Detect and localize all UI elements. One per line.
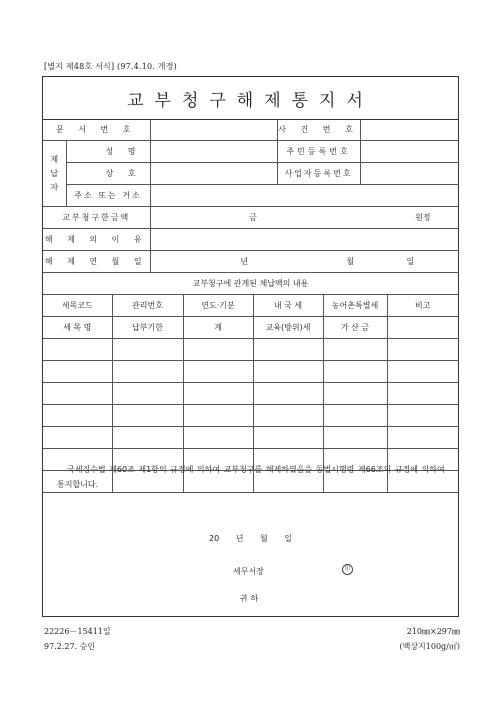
form-header: [별지 제48호 서식] (97.4.10. 개정)	[44, 62, 177, 71]
amount-prefix: 금	[249, 213, 257, 222]
col-blank	[387, 317, 458, 339]
col-due-date: 납부기한	[112, 317, 183, 339]
notice-date: 20 년 월 일	[209, 534, 292, 543]
seal-icon: 印	[342, 564, 353, 575]
doc-no-label: 문 서 번 호	[43, 119, 150, 141]
col-total: 계	[183, 317, 253, 339]
address-field[interactable]	[150, 185, 458, 207]
release-date-field[interactable]	[150, 251, 458, 273]
name-field[interactable]	[150, 141, 277, 163]
claim-amount-field[interactable]	[150, 207, 458, 229]
name-label: 성 명	[66, 141, 150, 163]
table-row	[43, 339, 458, 361]
biz-no-field[interactable]	[360, 163, 458, 185]
release-date-label: 해 제 연 월 일	[43, 251, 150, 273]
reason-label: 해 제 의 이 유	[43, 229, 150, 251]
col-penalty: 가 산 금	[323, 317, 387, 339]
col-remarks: 비고	[387, 295, 458, 317]
col-year-period: 연도·기분	[183, 295, 253, 317]
col-education-tax: 교육(방위)세	[253, 317, 323, 339]
notice-form	[42, 76, 459, 617]
year-label: 년	[240, 257, 249, 266]
resident-no-label: 주민등록번호	[277, 141, 360, 163]
col-rural-tax: 농어촌특별세	[323, 295, 387, 317]
form-title: 교부청구해제통지서	[43, 77, 458, 120]
tax-office-label: 세무서장	[233, 567, 264, 576]
payer-label: 제 납 자	[43, 141, 66, 207]
trade-name-label: 상 호	[66, 163, 150, 185]
col-tax-code: 세목코드	[43, 295, 112, 317]
table-row	[43, 405, 458, 427]
amount-suffix: 원정	[415, 213, 431, 222]
case-no-label: 사 건 번 호	[277, 119, 360, 141]
case-no-field[interactable]	[360, 119, 458, 141]
footer-approved: 97.2.27. 승인	[44, 642, 96, 651]
col-tax-name: 세 목 명	[43, 317, 112, 339]
month-label: 월	[346, 257, 355, 266]
col-national-tax: 내 국 세	[253, 295, 323, 317]
col-mgmt-no: 관리번호	[112, 295, 183, 317]
trade-name-field[interactable]	[150, 163, 277, 185]
delinquency-heading: 교부청구에 관계된 체납액의 내용	[43, 273, 458, 295]
biz-no-label: 사업자등록번호	[277, 163, 360, 185]
table-row	[43, 361, 458, 383]
notice-text: 국세징수법 제60조 제1항의 규정에 의하여 교부청구를 해제하였음을 동법시행령 제66조의 규정에 의하여 통지합니다.	[57, 465, 445, 489]
address-label: 주소 또는 거소	[66, 185, 150, 207]
footer-paper: (백상지100g/㎡)	[399, 642, 460, 651]
addressee-label: 귀하	[239, 594, 262, 603]
table-row	[43, 427, 458, 449]
footer-code: 22226－15411일	[44, 627, 111, 636]
doc-no-field[interactable]	[150, 119, 277, 141]
claim-amount-label: 교부청구한금액	[43, 207, 150, 229]
footer-size: 210㎜×297㎜	[406, 627, 460, 636]
day-label: 일	[406, 257, 415, 266]
form-grid	[43, 119, 458, 493]
reason-field[interactable]	[150, 229, 458, 251]
table-row	[43, 383, 458, 405]
resident-no-field[interactable]	[360, 141, 458, 163]
